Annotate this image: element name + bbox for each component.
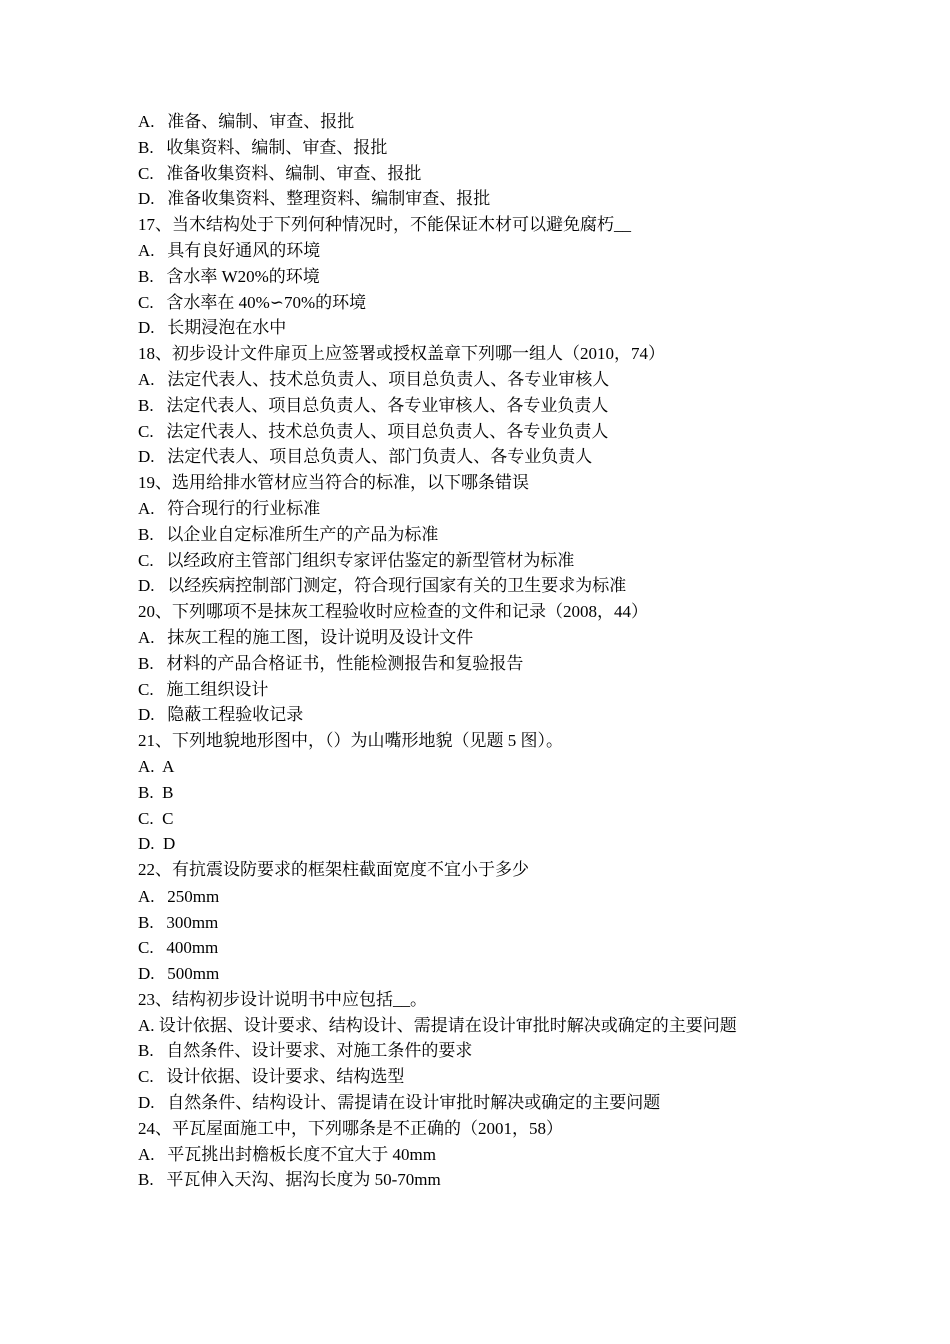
option-b: B. 自然条件、设计要求、对施工条件的要求: [138, 1041, 473, 1061]
option-b: B. 以企业自定标准所生产的产品为标准: [138, 524, 439, 544]
option-c: C. 设计依据、设计要求、结构选型: [138, 1067, 405, 1087]
option-d: D. 隐蔽工程验收记录: [138, 705, 304, 725]
option-c: C. 准备收集资料、编制、审查、报批: [138, 163, 422, 183]
option-a: A. 具有良好通风的环境: [138, 240, 321, 260]
option-a: A. 抹灰工程的施工图，设计说明及设计文件: [138, 627, 474, 647]
option-d: D. 准备收集资料、整理资料、编制审查、报批: [138, 189, 491, 209]
question-24: 24、平瓦屋面施工中，下列哪条是不正确的（2001，58）: [138, 1118, 563, 1138]
option-c: C. C: [138, 808, 174, 828]
option-a: A. 平瓦挑出封檐板长度不宜大于 40mm: [138, 1144, 436, 1164]
option-b: B. 收集资料、编制、审查、报批: [138, 137, 388, 157]
option-b: B. 法定代表人、项目总负责人、各专业审核人、各专业负责人: [138, 395, 609, 415]
option-c: C. 含水率在 40%∽70%的环境: [138, 292, 367, 312]
question-19: 19、选用给排水管材应当符合的标准，以下哪条错误: [138, 473, 529, 493]
option-d: D. D: [138, 834, 176, 854]
option-d: D. 以经疾病控制部门测定，符合现行国家有关的卫生要求为标准: [138, 576, 627, 596]
option-d: D. 法定代表人、项目总负责人、部门负责人、各专业负责人: [138, 447, 593, 467]
option-a: A. A: [138, 756, 175, 776]
option-a: A. 设计依据、设计要求、结构设计、需提请在设计审批时解决或确定的主要问题: [138, 1015, 737, 1035]
option-a: A. 法定代表人、技术总负责人、项目总负责人、各专业审核人: [138, 369, 610, 389]
question-17: 17、当木结构处于下列何种情况时，不能保证木材可以避免腐朽__: [138, 215, 631, 235]
question-23: 23、结构初步设计说明书中应包括__。: [138, 989, 427, 1009]
question-20: 20、下列哪项不是抹灰工程验收时应检查的文件和记录（2008，44）: [138, 602, 648, 622]
option-c: C. 法定代表人、技术总负责人、项目总负责人、各专业负责人: [138, 421, 609, 441]
question-18: 18、初步设计文件扉页上应签署或授权盖章下列哪一组人（2010，74）: [138, 344, 665, 364]
option-b: B. B: [138, 782, 174, 802]
question-22: 22、有抗震设防要求的框架柱截面宽度不宜小于多少: [138, 860, 529, 880]
option-c: C. 施工组织设计: [138, 679, 269, 699]
option-c: C. 以经政府主管部门组织专家评估鉴定的新型管材为标准: [138, 550, 575, 570]
option-a: A. 准备、编制、审查、报批: [138, 112, 355, 131]
option-a: A. 符合现行的行业标准: [138, 498, 321, 518]
option-a: A. 250mm: [138, 886, 220, 906]
option-d: D. 500mm: [138, 964, 220, 984]
document-page: [138, 109, 818, 1193]
option-d: D. 自然条件、结构设计、需提请在设计审批时解决或确定的主要问题: [138, 1093, 661, 1113]
option-b: B. 300mm: [138, 912, 219, 932]
option-b: B. 含水率 W20%的环境: [138, 266, 320, 286]
option-b: B. 材料的产品合格证书，性能检测报告和复验报告: [138, 653, 524, 673]
option-b: B. 平瓦伸入天沟、据沟长度为 50-70mm: [138, 1170, 441, 1190]
option-c: C. 400mm: [138, 938, 219, 958]
question-21: 21、下列地貌地形图中，（）为山嘴形地貌（见题 5 图）。: [138, 731, 563, 751]
option-d: D. 长期浸泡在水中: [138, 318, 287, 338]
